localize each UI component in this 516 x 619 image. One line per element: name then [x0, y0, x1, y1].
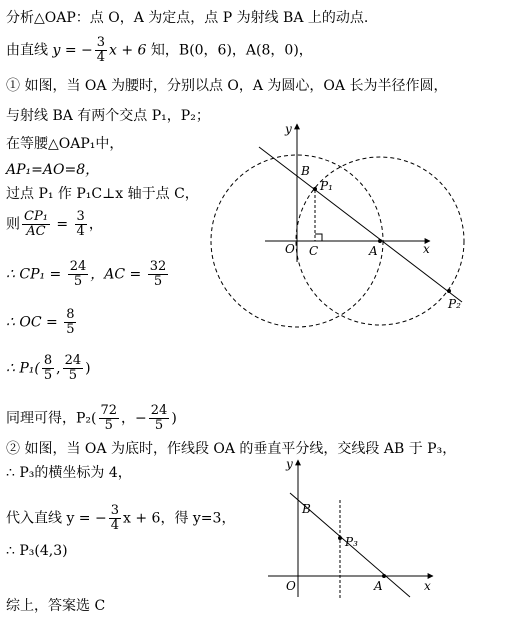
- denominator: 5: [66, 322, 75, 337]
- y-axis-label: y: [286, 457, 293, 471]
- label-p1: P₁: [320, 179, 333, 193]
- perpendicular-statement: 过点 P₁ 作 P₁C⊥x 轴于点 C，: [6, 186, 199, 202]
- case-two-heading: ② 如图，当 OA 为底时，作线段 OA 的垂直平分线，交线段 AB 于 P₃，: [6, 441, 457, 457]
- numerator: 8: [66, 307, 75, 322]
- text-segment: 代入直线 y = −: [6, 510, 107, 527]
- text-segment: ,: [56, 360, 61, 377]
- label-o: O: [286, 579, 296, 593]
- final-answer: 综上，答案选 C: [6, 598, 106, 614]
- text-segment: ): [171, 410, 177, 427]
- p3-abscissa: ∴ P₃的横坐标为 4，: [6, 465, 132, 481]
- denominator: 4: [110, 518, 120, 533]
- isosceles-statement: 在等腰△OAP₁中，: [6, 136, 124, 152]
- denominator: 5: [43, 368, 53, 383]
- denominator: 5: [104, 418, 113, 433]
- length-equation: AP₁=AO=8，: [6, 162, 100, 178]
- text-segment: 由直线: [6, 42, 53, 59]
- numerator: 3: [96, 35, 106, 50]
- intersection-statement: 与射线 BA 有两个交点 P₁，P₂；: [6, 108, 210, 124]
- equation-lhs: y = −: [52, 42, 93, 59]
- numerator: 24: [69, 259, 87, 274]
- y-axis-label: y: [285, 122, 292, 136]
- equation-rhs: x + 6: [109, 42, 147, 59]
- x-axis-label: x: [423, 242, 430, 256]
- text-segment: ∴ OC =: [6, 314, 63, 331]
- numerator: 32: [149, 259, 167, 274]
- denominator: 4: [76, 224, 85, 239]
- text-segment: 则: [6, 216, 20, 233]
- denominator: 5: [153, 274, 163, 289]
- label-b: B: [302, 502, 311, 516]
- label-a: A: [374, 579, 383, 593]
- denominator: 5: [154, 418, 164, 433]
- numerator: 24: [150, 403, 168, 418]
- numerator: 8: [43, 353, 53, 368]
- analysis-line: 分析△OAP：点 O，A 为定点，点 P 为射线 BA 上的动点.: [6, 10, 369, 26]
- text-segment: x + 6，得 y=3，: [123, 510, 236, 527]
- label-a: A: [369, 244, 378, 258]
- numerator: 72: [100, 403, 118, 418]
- text-segment: ∴ CP₁ =: [6, 266, 66, 283]
- label-p2: P₂: [448, 297, 461, 311]
- denominator: 5: [73, 274, 83, 289]
- point-p3: [338, 536, 342, 540]
- text-segment: ∴ P₁(: [6, 360, 40, 377]
- numerator: 24: [64, 353, 82, 368]
- text-segment: 知，B(0，6)，A(8，0)，: [146, 42, 313, 59]
- denominator: 5: [68, 368, 77, 383]
- numerator: CP₁: [24, 209, 48, 224]
- numerator: 3: [110, 503, 120, 518]
- text-segment: ，: [88, 216, 103, 233]
- case-one-heading: ① 如图，当 OA 为腰时，分别以点 O，A 为圆心，OA 长为半径作圆，: [6, 78, 448, 94]
- text-segment: 同理可得，P₂(: [6, 410, 97, 427]
- p3-coordinates: ∴ P₃(4,3): [6, 543, 68, 559]
- equals-sign: =: [51, 216, 73, 233]
- text-segment: ，−: [121, 410, 147, 427]
- numerator: 3: [76, 209, 85, 224]
- text-segment: ): [85, 360, 91, 377]
- label-o: O: [285, 242, 295, 256]
- point-a: [382, 574, 386, 578]
- denominator: AC: [26, 224, 46, 239]
- text-segment: ，AC =: [90, 266, 146, 283]
- denominator: 4: [96, 50, 106, 65]
- x-axis-label: x: [424, 579, 431, 593]
- label-b: B: [301, 164, 310, 178]
- label-p3: P₃: [345, 535, 358, 549]
- label-c: C: [309, 244, 319, 258]
